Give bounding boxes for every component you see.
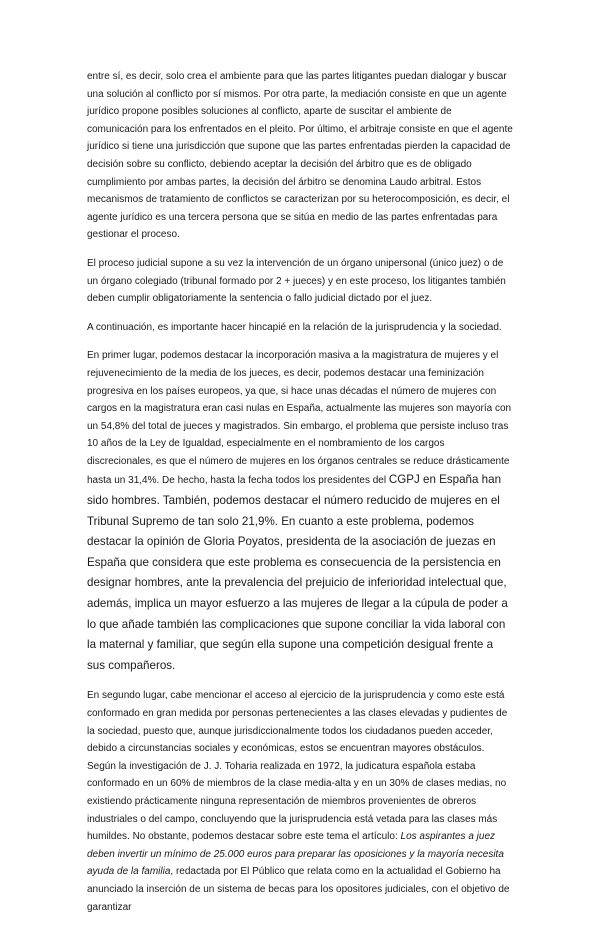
paragraph-women-in-judiciary <box>87 347 513 676</box>
paragraph-women-text-large: CGPJ en España han sido hombres. También, podemos destacar el número reducido de mujeres en el Tribunal Supremo de tan solo 21,9%. En cuanto a este problema, podemos destacar la opinión de Gloria Poyatos, presidenta de la asociación de juezas en España que considera que este problema es consecuencia de la persistencia en designar hombres, ante la prevalencia del prejuicio de inferioridad intelectual que, además, implica un mayor esfuerzo a las mujeres de llegar a la cúpula de poder a lo que añade también las complicaciones que supone conciliar la vida laboral con la maternal y familiar, que según ella supone una competición desigual frente a sus compañeros. <box>87 473 508 672</box>
document-body <box>87 68 513 927</box>
paragraph-women-text-small: En primer lugar, podemos destacar la incorporación masiva a la magistratura de mujeres y el rejuvenecimiento de la media de los jueces, es decir, podemos destacar una feminización progresiva en los países europeos, ya que, si hace unas décadas el número de mujeres con cargos en la magistratura eran casi nulas en España, actualmente las mujeres son mayoría con un 54,8% del total de jueces y magistrados. Sin embargo, el problema que persiste incluso tras 10 años de la Ley de Igualdad, especialmente en el nombramiento de los cargos discrecionales, es que el número de mujeres en los órganos centrales se reduce drásticamente hasta un 31,4%. De hecho, hasta la fecha todos los presidentes del <box>87 350 512 487</box>
paragraph-access-text-before: En segundo lugar, cabe mencionar el acceso al ejercicio de la jurisprudencia y como este está conformado en gran medida por personas pertenecientes a las clases elevadas y pudientes de la sociedad, puesto que, aunque jurisdiccionalmente todos los ciudadanos pueden acceder, debido a circunstancias sociales y económicas, estos se encuentran mayores obstáculos. Según la investigación de J. J. Toharia realizada en 1972, la judicatura española estaba conformado en un 60% de miembros de la clase media-alta y en un 30% de clases medias, no existiendo prácticamente ninguna representación de miembros provenientes de obreros industriales o del campo, concluyendo que la jurisprudencia está vetada para las clases más humildes. No obstante, podemos destacar sobre este tema el artículo: <box>87 690 508 843</box>
article-title: Los aspirantes a juez deben invertir un mínimo de 25.000 euros para preparar las oposiciones y la mayoría necesita ayuda de la familia <box>87 831 504 878</box>
paragraph-introduction: A continuación, es importante hacer hincapié en la relación de la jurisprudencia y la sociedad. <box>87 321 502 333</box>
paragraph-access-to-judiciary <box>87 687 513 916</box>
paragraph-access-text-after: , redactada por El Público que relata como en la actualidad el Gobierno ha anunciado la inserción de un sistema de becas para los opositores judiciales, con el objetivo de garantizar <box>87 866 510 913</box>
paragraph-adr-mechanisms: entre sí, es decir, solo crea el ambiente para que las partes litigantes puedan dialogar y buscar una solución al conflicto por sí mismos. Por otra parte, la mediación consiste en que un agente jurídico propone posibles soluciones al conflicto, aparte de suscitar el ambiente de comunicación para los enfrentados en el pleito. Por último, el arbitraje consiste en que el agente jurídico si tiene una jurisdicción que supone que las partes enfrentadas pierden la capacidad de decisión sobre su conflicto, debiendo aceptar la decisión del árbitro que es de obligado cumplimiento por ambas partes, la decisión del árbitro se denomina Laudo arbitral. Estos mecanismos de tratamiento de conflictos se caracterizan por su heterocomposición, es decir, el agente jurídico es una tercera persona que se sitúa en medio de las partes enfrentadas para gestionar el proceso. <box>87 71 513 241</box>
paragraph-judicial-process: El proceso judicial supone a su vez la intervención de un órgano unipersonal (único juez) o de un órgano colegiado (tribunal formado por 2 + jueces) y en este proceso, los litigantes también deben cumplir obligatoriamente la sentencia o fallo judicial dictado por el juez. <box>87 257 506 305</box>
